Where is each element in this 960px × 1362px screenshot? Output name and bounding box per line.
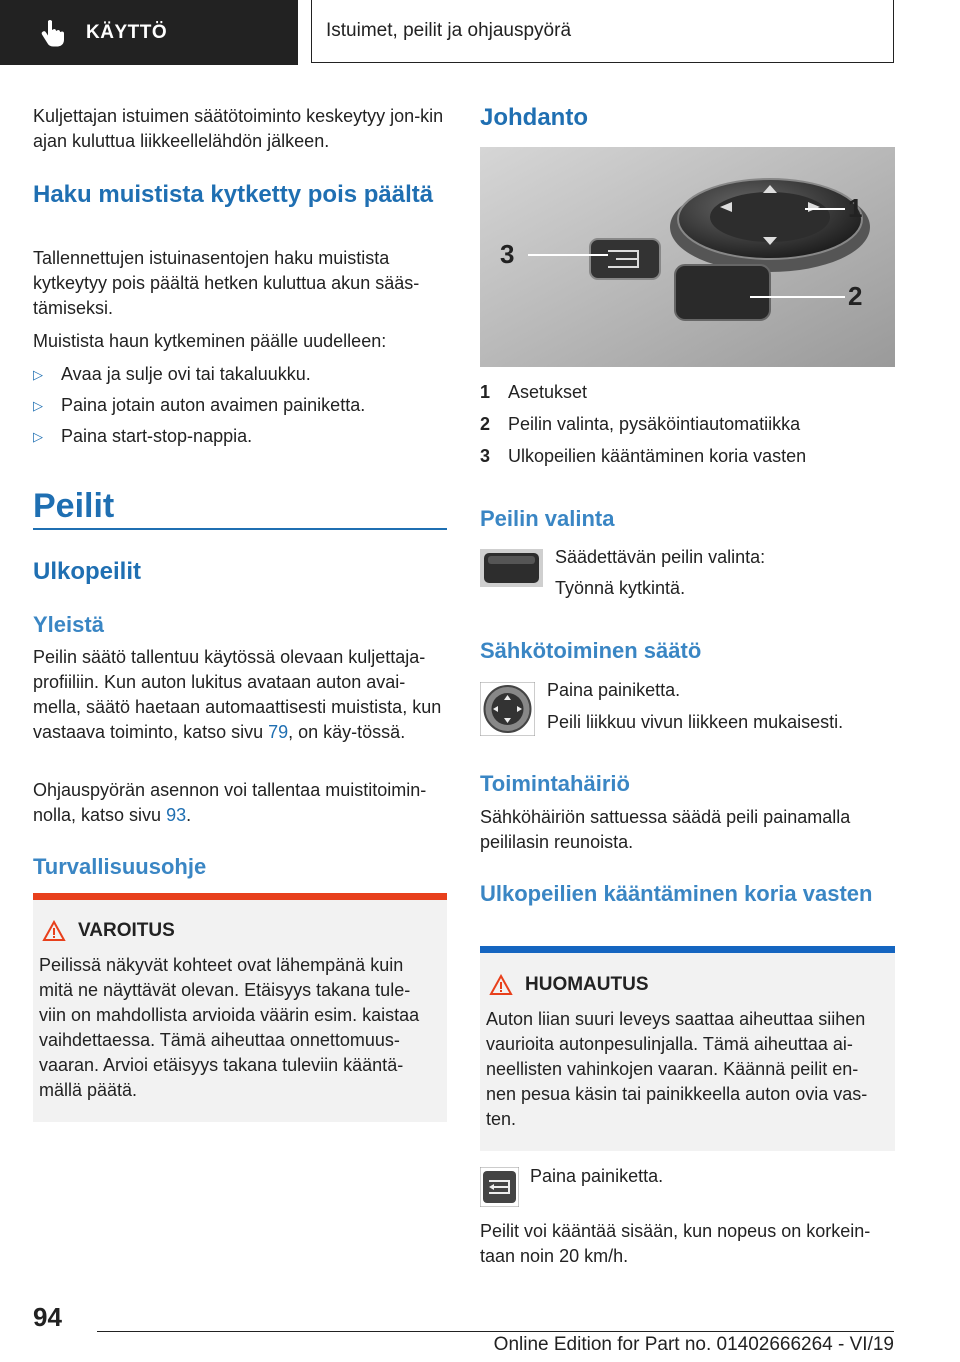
hairio-paragraph: Sähköhäiriön sattuessa säädä peili painamalla peililasin reunoista. bbox=[480, 807, 851, 852]
page-number: 94 bbox=[33, 1302, 62, 1332]
peilit-heading: Peilit bbox=[33, 487, 115, 525]
mirror-fold-button-icon bbox=[480, 1167, 519, 1207]
triangle-bullet-icon: ▷ bbox=[33, 398, 43, 413]
yleista-paragraph-2: Ohjauspyörän asennon voi tallentaa muistitoimin-nolla, katso sivu 93. bbox=[33, 780, 427, 825]
johdanto-heading: Johdanto bbox=[480, 104, 588, 131]
ulkopeilit-heading: Ulkopeilit bbox=[33, 558, 142, 585]
kaanto-paragraph-2: Peilit voi kääntää sisään, kun nopeus on korkein-taan noin 20 km/h. bbox=[480, 1221, 871, 1266]
yleista-paragraph-1: Peilin säätö tallentuu käytössä olevaan kuljettaja-profiiliin. Kun auton lukitus avataan auton avai-mella, säätö haetaan automaattisesti muistista, kun vastaava toiminto, katso sivu 79, on käy-tössä. bbox=[33, 647, 442, 742]
valinta-paragraph-1: Säädettävän peilin valinta: bbox=[555, 547, 766, 567]
saato-paragraph-1: Paina painiketta. bbox=[547, 680, 681, 700]
section-label: KÄYTTÖ bbox=[86, 21, 168, 43]
saato-paragraph-2: Peili liikkuu vivun liikkeen mukaisesti. bbox=[547, 712, 844, 732]
memory-heading: Haku muistista kytketty pois päältä bbox=[33, 181, 434, 208]
warning-title: VAROITUS bbox=[78, 920, 175, 941]
callout-2: 2 bbox=[848, 281, 863, 311]
hand-pointer-icon bbox=[40, 19, 66, 47]
kaanto-paragraph-1: Paina painiketta. bbox=[530, 1166, 664, 1186]
section-tab bbox=[0, 0, 298, 65]
footer-rule bbox=[97, 1331, 894, 1332]
valinta-heading: Peilin valinta bbox=[480, 506, 615, 531]
mirror-controls-figure bbox=[480, 147, 895, 367]
warning-triangle-icon bbox=[489, 974, 513, 996]
hairio-heading: Toimintahäiriö bbox=[480, 771, 630, 796]
triangle-bullet-icon: ▷ bbox=[33, 429, 43, 444]
legend-row: 3 Ulkopeilien kääntäminen koria vasten bbox=[480, 446, 807, 466]
page-link-93[interactable]: 93 bbox=[166, 805, 187, 825]
notice-title: HUOMAUTUS bbox=[525, 974, 649, 995]
notice-bar bbox=[480, 946, 895, 953]
list-item: ▷ Avaa ja sulje ovi tai takaluukku. bbox=[33, 362, 447, 393]
legend-row: 2 Peilin valinta, pysäköintiautomatiikka bbox=[480, 414, 801, 434]
list-item: ▷ Paina start-stop-nappia. bbox=[33, 424, 447, 455]
notice-header bbox=[489, 974, 649, 996]
valinta-paragraph-2: Työnnä kytkintä. bbox=[555, 578, 686, 598]
notice-text: Auton liian suuri leveys saattaa aiheuttaa siihen vaurioita autonpesulinjalla. Tämä aiheuttaa ai-neellisten vahinkojen vaaran. Käännä peilit en-nen pesua käsin tai painikkeella auton ovia vas-ten. bbox=[486, 1009, 868, 1129]
figure-legend bbox=[480, 380, 895, 476]
warning-bar bbox=[33, 893, 447, 900]
warning-triangle-icon bbox=[42, 920, 66, 942]
kaanto-heading: Ulkopeilien kääntäminen koria vasten bbox=[480, 881, 873, 906]
mirror-select-switch-icon bbox=[480, 549, 543, 587]
warning-text: Peilissä näkyvät kohteet ovat lähempänä kuin mitä ne näyttävät olevan. Etäisyys takana tule-viin on mahdollista arvioida väärin esim. kaistaa vaihdettaessa. Tämä aiheuttaa onnettomuus-vaaran. Arvioi etäisyys takana tuleviin kääntä-mällä päätä. bbox=[39, 955, 420, 1100]
safety-heading: Turvallisuusohje bbox=[33, 854, 207, 879]
warning-box bbox=[33, 893, 447, 1122]
notice-box bbox=[480, 946, 895, 1151]
mirror-adjust-knob-icon bbox=[480, 682, 535, 736]
intro-text: Kuljettajan istuimen säätötoiminto keskeytyy jon-kin ajan kuluttua liikkeellelähdön jälkeen. bbox=[33, 106, 444, 151]
heading-rule bbox=[33, 528, 447, 530]
triangle-bullet-icon: ▷ bbox=[33, 367, 43, 382]
saato-heading: Sähkötoiminen säätö bbox=[480, 638, 702, 663]
legend-row: 1 Asetukset bbox=[480, 382, 588, 402]
yleista-heading: Yleistä bbox=[33, 612, 104, 637]
callout-3: 3 bbox=[500, 239, 515, 269]
page-link-79[interactable]: 79 bbox=[268, 722, 289, 742]
warning-header bbox=[42, 920, 175, 942]
chapter-title: Istuimet, peilit ja ohjauspyörä bbox=[311, 0, 894, 63]
edition-text: Online Edition for Part no. 01402666264 - VI/19 bbox=[493, 1334, 894, 1355]
bullet-list bbox=[33, 362, 447, 455]
memory-paragraph-2: Muistista haun kytkeminen päälle uudelleen: bbox=[33, 331, 387, 351]
callout-1: 1 bbox=[848, 193, 863, 223]
memory-paragraph-1: Tallennettujen istuinasentojen haku muistista kytkeytyy pois päältä hetken kuluttua akun sääs-tämiseksi. bbox=[33, 248, 420, 318]
list-item: ▷ Paina jotain auton avaimen painiketta. bbox=[33, 393, 447, 424]
